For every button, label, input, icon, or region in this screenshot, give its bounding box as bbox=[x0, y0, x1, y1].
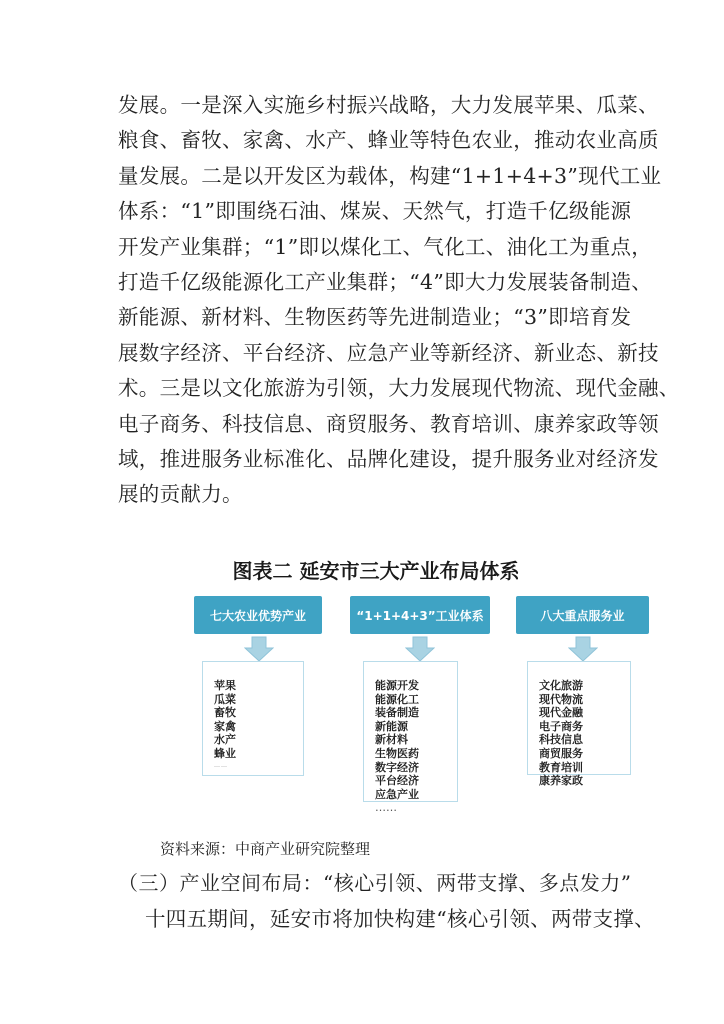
agriculture-list bbox=[202, 661, 304, 776]
list-item: 新材料 bbox=[375, 733, 408, 747]
agriculture-header: 七大农业优势产业 bbox=[194, 596, 322, 634]
list-item: 教育培训 bbox=[539, 760, 583, 774]
down-arrow-icon bbox=[568, 636, 598, 662]
paragraph-line: 量发展。二是以开发区为载体，构建“1+1+4+3”现代工业 bbox=[118, 163, 662, 188]
services-header: 八大重点服务业 bbox=[516, 596, 649, 634]
industry-header: “1+1+4+3”工业体系 bbox=[350, 596, 490, 634]
down-arrow-icon bbox=[244, 636, 274, 662]
paragraph-line: 电子商务、科技信息、商贸服务、教育培训、康养家政等领 bbox=[118, 411, 659, 436]
list-item: 康养家政 bbox=[539, 774, 583, 788]
paragraph-line: 开发产业集群；“1”即以煤化工、气化工、油化工为重点， bbox=[118, 234, 653, 259]
list-item: 现代金融 bbox=[539, 706, 583, 720]
paragraph-line: 术。三是以文化旅游为引领，大力发展现代物流、现代金融、 bbox=[118, 376, 680, 401]
list-item: 畜牧 bbox=[214, 706, 236, 720]
list-ellipsis: …… bbox=[375, 801, 397, 815]
list-item: 生物医药 bbox=[375, 746, 419, 760]
list-item: 苹果 bbox=[214, 679, 236, 692]
figure-source: 资料来源：中商产业研究院整理 bbox=[160, 840, 371, 858]
list-item: 数字经济 bbox=[375, 760, 419, 774]
paragraph-line: 体系：“1”即围绕石油、煤炭、天然气，打造千亿级能源 bbox=[118, 199, 632, 224]
paragraph-line: 新能源、新材料、生物医药等先进制造业；“3”即培育发 bbox=[118, 305, 632, 330]
body-paragraph bbox=[118, 88, 680, 513]
list-ellipsis: …… bbox=[214, 761, 228, 769]
list-item: 科技信息 bbox=[539, 733, 583, 747]
list-item: 水产 bbox=[214, 733, 236, 747]
paragraph-line: 发展。一是深入实施乡村振兴战略，大力发展苹果、瓜菜、 bbox=[118, 93, 659, 117]
paragraph-line: 十四五期间，延安市将加快构建“核心引领、两带支撑、 bbox=[145, 907, 655, 931]
figure-title: 图表二 延安市三大产业布局体系 bbox=[232, 559, 520, 583]
list-item: 新能源 bbox=[375, 719, 408, 733]
list-item: 商贸服务 bbox=[539, 746, 583, 760]
list-item: 家禽 bbox=[214, 719, 236, 733]
section-heading: （三）产业空间布局：“核心引领、两带支撑、多点发力” bbox=[118, 871, 632, 895]
paragraph-line: 打造千亿级能源化工产业集群；“4”即大力发展装备制造、 bbox=[118, 269, 653, 294]
list-item: 能源开发 bbox=[375, 679, 419, 692]
list-item: 平台经济 bbox=[375, 774, 419, 788]
list-item: 电子商务 bbox=[539, 719, 583, 733]
list-item: 文化旅游 bbox=[539, 679, 583, 692]
list-item: 装备制造 bbox=[375, 706, 419, 720]
list-item: 现代物流 bbox=[539, 692, 583, 706]
paragraph-line: 展数字经济、平台经济、应急产业等新经济、新业态、新技 bbox=[118, 340, 659, 365]
down-arrow-icon bbox=[405, 636, 435, 662]
industry-list bbox=[363, 661, 458, 815]
list-item: 瓜菜 bbox=[214, 692, 236, 706]
paragraph-line: 域，推进服务业标准化、品牌化建设，提升服务业对经济发 bbox=[118, 446, 659, 471]
list-item: 能源化工 bbox=[375, 692, 419, 706]
paragraph-line: 粮食、畜牧、家禽、水产、蜂业等特色农业，推动农业高质 bbox=[118, 128, 659, 153]
paragraph-line: 展的贡献力。 bbox=[118, 482, 243, 507]
services-list bbox=[527, 661, 631, 788]
list-item: 蜂业 bbox=[214, 746, 236, 760]
list-item: 应急产业 bbox=[375, 787, 419, 801]
